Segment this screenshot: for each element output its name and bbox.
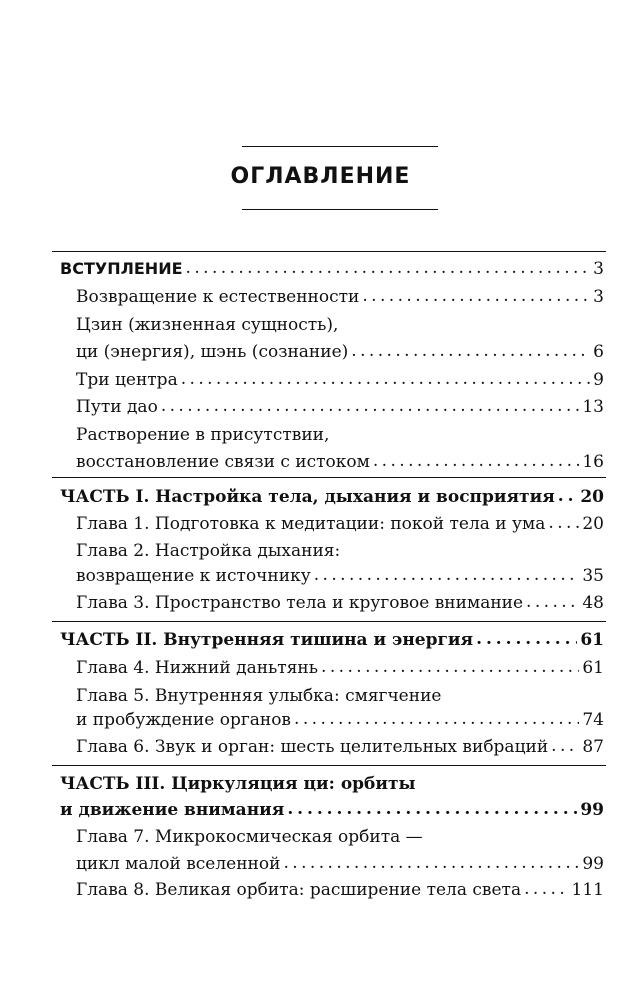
toc-entry-label: и движение внимания (60, 800, 285, 820)
toc-entry[interactable] (76, 707, 604, 733)
toc-entry-line: ЧАСТЬ III. Циркуляция ци: орбиты (60, 774, 416, 794)
toc-entry-label: Глава 4. Нижний даньтянь (76, 658, 319, 678)
toc-page-number: 35 (582, 566, 604, 586)
dot-leader (314, 562, 580, 588)
toc-page-number: 3 (593, 259, 604, 279)
toc-entry-label: Глава 6. Звук и орган: шесть целительных вибраций (76, 737, 549, 757)
toc-entry-label: Три центра (76, 370, 178, 390)
toc-entry-label: возвращение к источнику (76, 566, 311, 586)
toc-entry[interactable] (76, 449, 604, 475)
section-divider (52, 477, 606, 478)
dot-leader (476, 626, 577, 652)
toc-entry[interactable] (76, 563, 604, 589)
dot-leader (558, 483, 578, 509)
toc-entry[interactable] (76, 284, 604, 310)
dot-leader (551, 733, 579, 759)
dot-leader (161, 393, 580, 419)
dot-leader (351, 338, 590, 364)
dot-leader (362, 283, 590, 309)
toc-page-number: 111 (571, 880, 604, 900)
toc-page-number: 61 (580, 630, 604, 650)
dot-leader (321, 654, 579, 680)
toc-page-number: 9 (593, 370, 604, 390)
toc-page-number: 74 (582, 710, 604, 730)
toc-page-number: 20 (582, 514, 604, 534)
section-divider (52, 621, 606, 622)
toc-entry[interactable] (76, 590, 604, 616)
toc-entry[interactable] (76, 367, 604, 393)
dot-leader (181, 366, 590, 392)
toc-entry[interactable] (76, 655, 604, 681)
toc-entry[interactable] (76, 511, 604, 537)
toc-entry-label: восстановление связи с истоком (76, 452, 370, 472)
toc-entry[interactable] (76, 339, 604, 365)
toc-entry-line: Глава 7. Микрокосмическая орбита — (76, 827, 423, 847)
dot-leader (294, 706, 579, 732)
dot-leader (548, 510, 579, 536)
toc-entry-part-1[interactable] (60, 484, 604, 510)
toc-entry-label: и пробуждение органов (76, 710, 292, 730)
dot-leader (283, 850, 579, 876)
toc-entry-intro[interactable] (60, 256, 604, 282)
toc-entry-label: Глава 3. Пространство тела и круговое внимание (76, 593, 524, 613)
toc-entry[interactable] (76, 734, 604, 760)
toc-page-number: 87 (582, 737, 604, 757)
section-divider (52, 251, 606, 252)
toc-entry-part-3[interactable] (60, 797, 604, 823)
title-rule-bottom (242, 209, 438, 210)
toc-entry-label: ВСТУПЛЕНИЕ (60, 259, 183, 278)
toc-entry[interactable] (76, 877, 604, 903)
toc-page-number: 61 (582, 658, 604, 678)
toc-page-number: 20 (580, 487, 604, 507)
toc-entry-part-2[interactable] (60, 627, 604, 653)
toc-entry-label: Возвращение к естественности (76, 287, 360, 307)
dot-leader (526, 589, 579, 615)
toc-page-number: 48 (582, 593, 604, 613)
toc-entry-label: Пути дао (76, 397, 158, 417)
dot-leader (287, 796, 577, 822)
toc-page-number: 99 (580, 800, 604, 820)
dot-leader (186, 255, 591, 281)
toc-page-number: 13 (582, 397, 604, 417)
toc-entry-label: ЧАСТЬ II. Внутренняя тишина и энергия (60, 630, 474, 650)
page-title: ОГЛАВЛЕНИЕ (230, 164, 411, 189)
toc-entry-label: цикл малой вселенной (76, 854, 281, 874)
dot-leader (524, 876, 568, 902)
section-divider (52, 765, 606, 766)
toc-page-number: 3 (593, 287, 604, 307)
toc-page-number: 99 (582, 854, 604, 874)
toc-entry-line: Глава 2. Настройка дыхания: (76, 541, 341, 561)
toc-page-number: 6 (593, 342, 604, 362)
dot-leader (373, 448, 580, 474)
toc-page-number: 16 (582, 452, 604, 472)
toc-entry[interactable] (76, 851, 604, 877)
toc-entry-label: Глава 1. Подготовка к медитации: покой тела и ума (76, 514, 546, 534)
toc-entry-label: ци (энергия), шэнь (сознание) (76, 342, 349, 362)
toc-entry-line: Глава 5. Внутренняя улыбка: смягчение (76, 686, 442, 706)
toc-entry-line: Растворение в присутствии, (76, 425, 330, 445)
toc-entry-label: Глава 8. Великая орбита: расширение тела света (76, 880, 522, 900)
toc-entry-label: ЧАСТЬ I. Настройка тела, дыхания и восприятия (60, 487, 555, 507)
toc-entry-line: Цзин (жизненная сущность), (76, 315, 339, 335)
toc-entry[interactable] (76, 394, 604, 420)
title-rule-top (242, 146, 438, 147)
